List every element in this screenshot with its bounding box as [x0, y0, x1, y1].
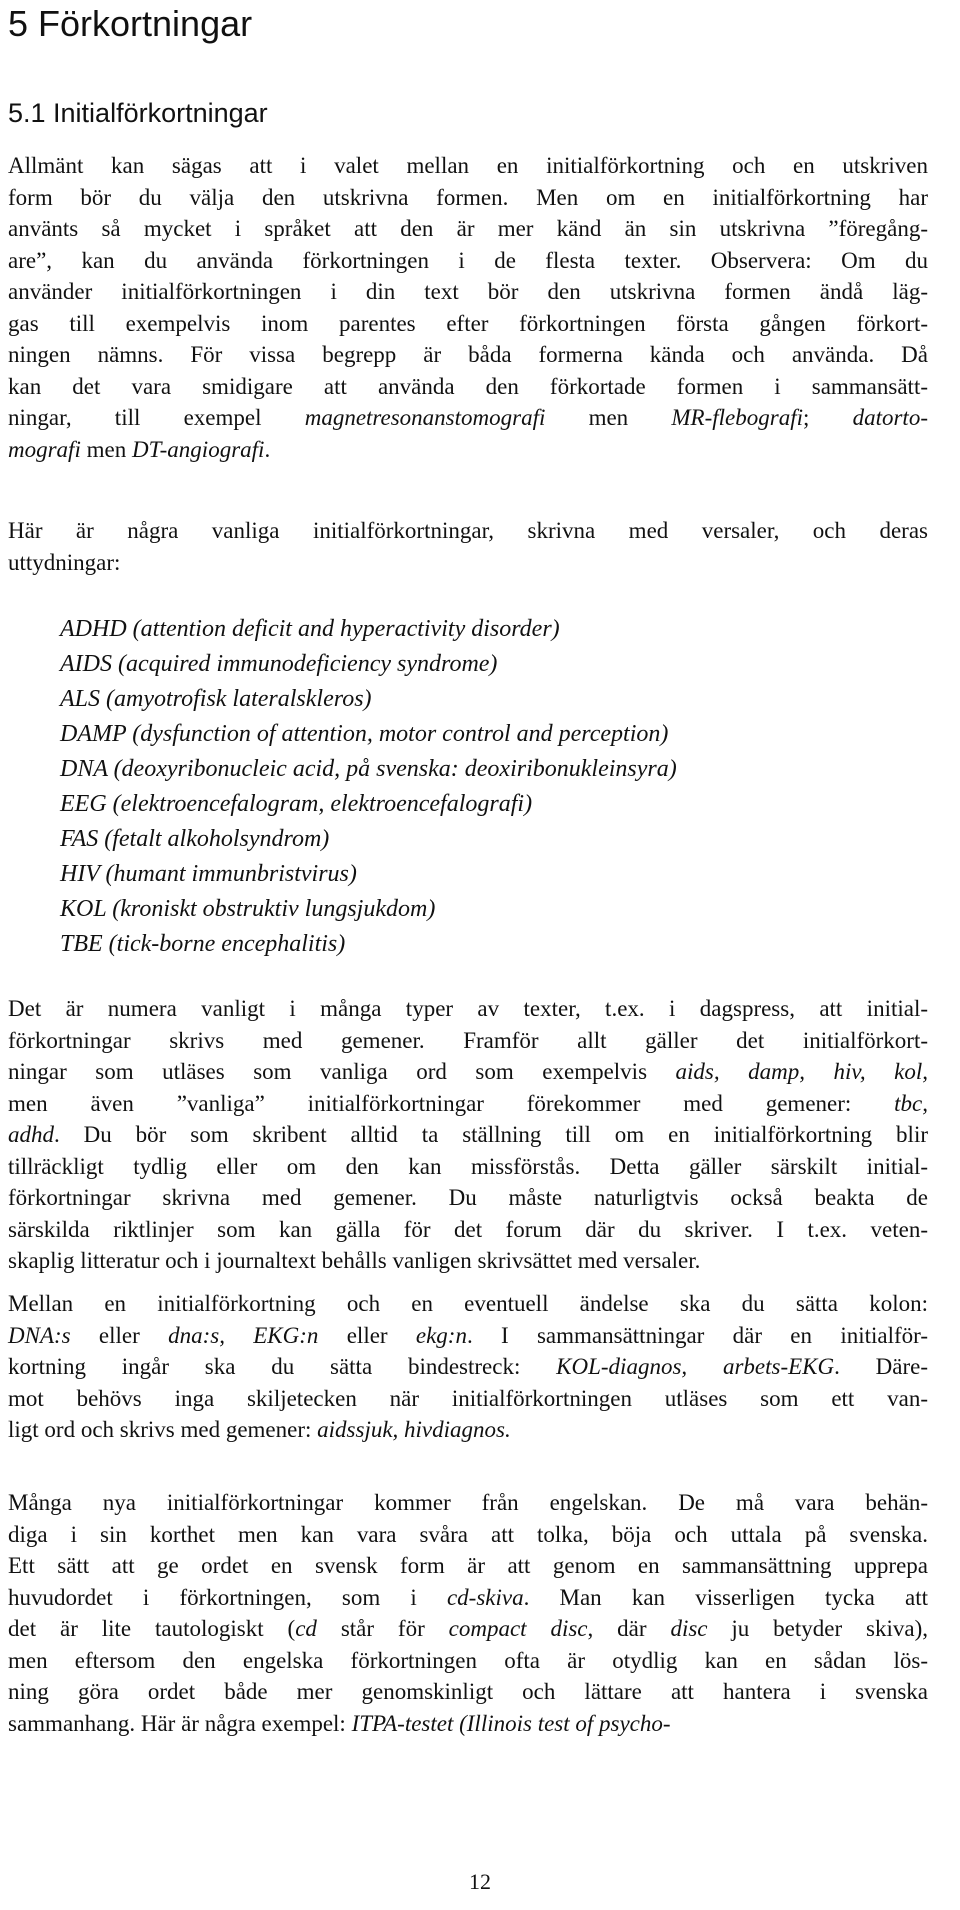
list-item: DAMP (dysfunction of attention, motor control and perception) — [60, 721, 669, 747]
text-line: Ett sätt att ge ordet en svensk form är att genom en sammansättning upprepa — [8, 1553, 928, 1578]
text-line: form bör du välja den utskrivna formen. Men om en initialförkortning har — [8, 184, 928, 210]
text-line: tillräckligt tydlig eller om den kan missförstås. Detta gäller särskilt initial- — [8, 1153, 928, 1179]
text-line: förkortningar skrivs med gemener. Framför allt gäller det initialförkort- — [8, 1027, 928, 1053]
text-line: kan det vara smidigare att använda den förkortade formen i sammansätt- — [8, 373, 928, 399]
paragraph-list-intro — [8, 515, 928, 578]
text-line: Mellan en initialförkortning och en eventuell ändelse ska du sätta kolon: — [8, 1291, 928, 1316]
paragraph-endings — [8, 1288, 928, 1446]
text-line: kortning ingår ska du sätta bindestreck: KOL-diagnos, arbets-EKG. Däre- — [8, 1354, 928, 1379]
abbreviation-list — [60, 612, 677, 962]
text-line: ningar, till exempel magnetresonanstomografi men MR-flebografi; datorto- — [8, 405, 928, 430]
text-line: förkortningar skrivna med gemener. Du måste naturligtvis också beakta de — [8, 1185, 928, 1210]
text-line: det är lite tautologiskt (cd står för compact disc, där disc ju betyder skiva), — [8, 1616, 929, 1641]
text-line: ning göra ordet både mer genomskinligt och lättare att hantera i svenska — [8, 1679, 928, 1704]
list-item: EEG (elektroencefalogram, elektroencefalografi) — [60, 791, 533, 817]
list-item: FAS (fetalt alkoholsyndrom) — [60, 826, 330, 852]
paragraph-lowercase — [8, 993, 928, 1277]
text-line: särskilda riktlinjer som kan gälla för det forum där du skriver. I t.ex. veten- — [8, 1216, 928, 1242]
list-item: ADHD (attention deficit and hyperactivity disorder) — [60, 616, 560, 642]
text-line: uttydningar: — [8, 549, 121, 575]
text-line: använts så mycket i språket att den är mer känd än sin utskrivna ”föregång- — [8, 216, 928, 241]
paragraph-english — [8, 1487, 928, 1739]
text-line: men eftersom den engelska förkortningen ofta är otydlig kan en sådan lös- — [8, 1647, 928, 1673]
text-line: are”, kan du använda förkortningen i de flesta texter. Observera: Om du — [8, 247, 928, 273]
text-line: adhd. Du bör som skribent alltid ta ställning till om en initialförkortning blir — [8, 1122, 928, 1147]
text-line: huvudordet i förkortningen, som i cd-skiva. Man kan visserligen tycka att — [8, 1584, 928, 1610]
list-item: AIDS (acquired immunodeficiency syndrome) — [60, 651, 498, 677]
text-line: ningen nämns. För vissa begrepp är båda formerna kända och använda. Då — [8, 342, 928, 367]
text-line: mot behövs inga skiljetecken när initialförkortningen utläses som ett van- — [8, 1385, 928, 1411]
text-line: Många nya initialförkortningar kommer från engelskan. De må vara behän- — [8, 1490, 928, 1515]
text-line: men även ”vanliga” initialförkortningar förekommer med gemener: tbc, — [8, 1090, 928, 1116]
text-line: mografi men DT-angiografi. — [8, 436, 271, 462]
page-number: 12 — [469, 1869, 491, 1894]
text-line: använder initialförkortningen i din text bör den utskrivna formen ändå läg- — [8, 279, 928, 304]
list-item: HIV (humant immunbristvirus) — [60, 861, 357, 887]
text-line: diga i sin korthet men kan vara svåra att tolka, böja och uttala på svenska. — [8, 1521, 928, 1547]
text-line: ligt ord och skrivs med gemener: aidssjuk, hivdiagnos. — [8, 1417, 511, 1442]
text-line: Allmänt kan sägas att i valet mellan en initialförkortning och en utskriven — [8, 153, 928, 178]
list-item: KOL (kroniskt obstruktiv lungsjukdom) — [60, 896, 436, 922]
section-heading: 5.1 Initialförkortningar — [8, 98, 268, 128]
text-line: skaplig litteratur och i journaltext behålls vanligen skrivsättet med versaler. — [8, 1248, 701, 1273]
text-line: Det är numera vanligt i många typer av texter, t.ex. i dagspress, att initial- — [8, 996, 928, 1021]
chapter-heading: 5 Förkortningar — [8, 3, 253, 44]
list-item: ALS (amyotrofisk lateralskleros) — [60, 686, 372, 712]
list-item: DNA (deoxyribonucleic acid, på svenska: deoxiribonukleinsyra) — [60, 756, 677, 782]
text-line: sammanhang. Här är några exempel: ITPA-testet (Illinois test of psycho- — [8, 1710, 671, 1736]
text-line: ningar som utläses som vanliga ord som exempelvis aids, damp, hiv, kol, — [8, 1059, 928, 1084]
text-line: DNA:s eller dna:s, EKG:n eller ekg:n. I sammansättningar där en initialför- — [8, 1322, 928, 1348]
list-item: TBE (tick-borne encephalitis) — [60, 931, 346, 957]
paragraph-intro — [8, 150, 928, 465]
text-line: Här är några vanliga initialförkortningar, skrivna med versaler, och deras — [8, 518, 928, 543]
text-line: gas till exempelvis inom parentes efter förkortningen första gången förkort- — [8, 310, 928, 336]
